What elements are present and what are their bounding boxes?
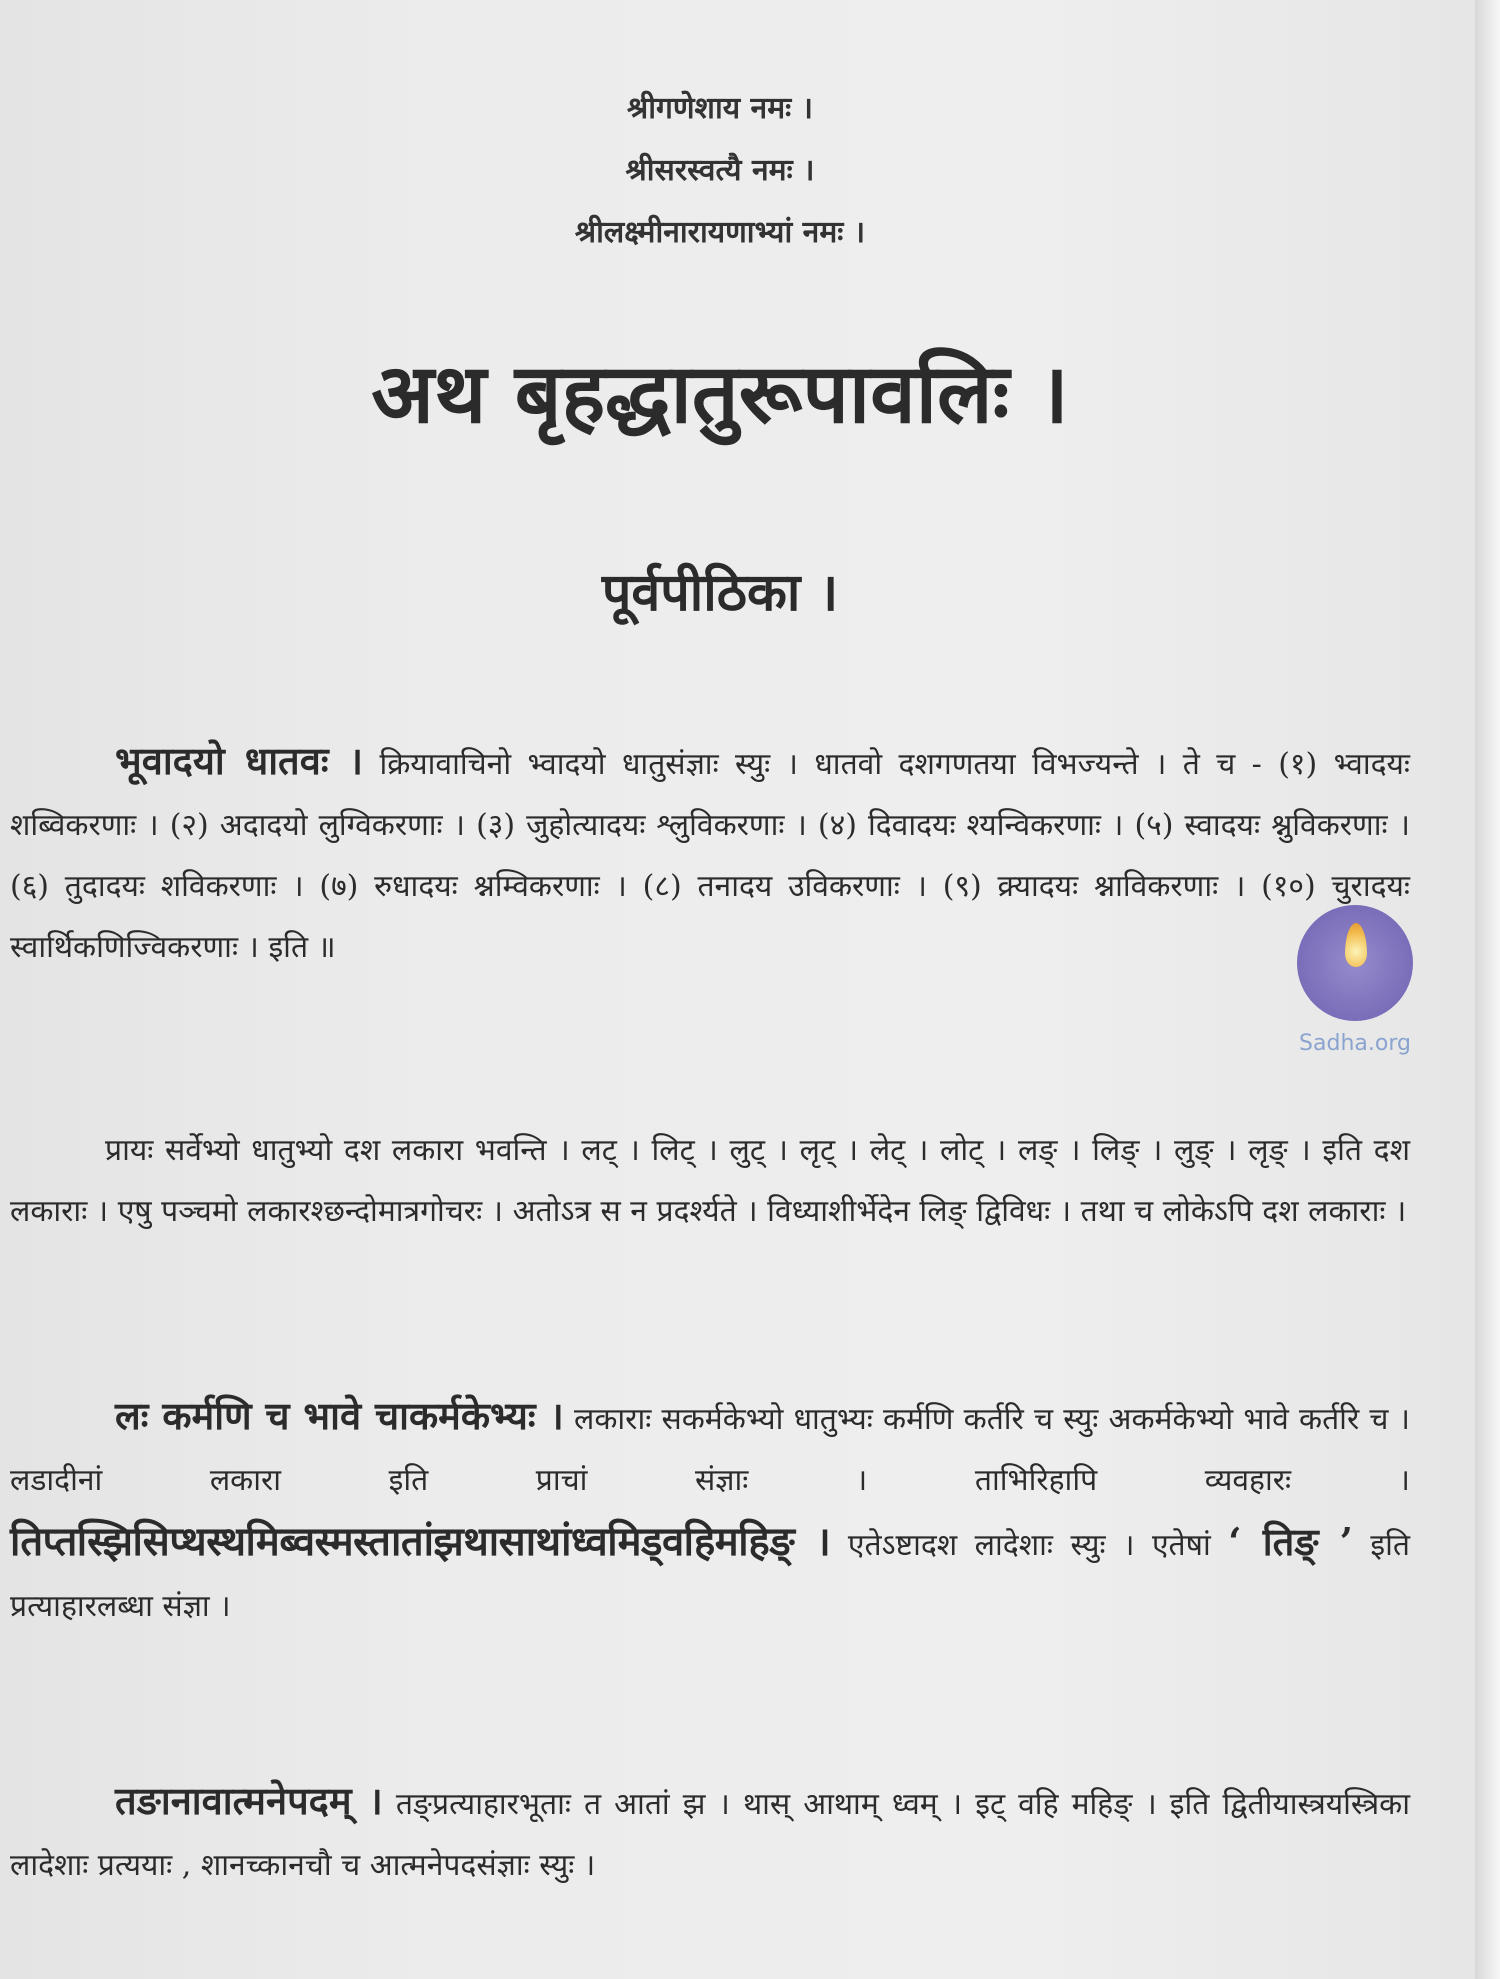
sutra-heading: तङानावात्मनेपदम् । — [115, 1778, 383, 1823]
paragraph-text: इति प्रत्याहारलब्धा संज्ञा । — [10, 1528, 1410, 1624]
sutra-heading: भूवादयो धातवः । — [115, 738, 364, 783]
paragraph-text: लकाराः सकर्मकेभ्यो धातुभ्यः कर्मणि कर्तरि च स्युः अकर्मकेभ्यो भावे कर्तरि च । लडादीनां लकारा इति प्राचां संज्ञाः । ताभिरिहापि व्यवहारः । — [10, 1402, 1410, 1498]
paragraph-text: एतेऽष्टादश लादेशाः स्युः । एतेषां — [847, 1528, 1211, 1563]
tin-term: ‘ तिङ् ’ — [1228, 1519, 1353, 1564]
paragraph-dhatu — [10, 730, 1410, 978]
paragraph-text: प्रायः सर्वेभ्यो धातुभ्यो दश लकारा भवन्ति । लट् । लिट् । लुट् । लृट् । लेट् । लोट् । लङ् । लिङ् । लुङ् । लृङ् । इति दश लकाराः । एषु पञ्चमो लकारश्छन्दोमात्रगोचरः । अतोऽत्र स न प्रदर्श्यते । विध्याशीर्भेदेन लिङ् द्विविधः । तथा च लोकेऽपि दश लकाराः । — [10, 1133, 1410, 1229]
paragraph-text: क्रियावाचिनो भ्वादयो धातुसंज्ञाः स्युः । धातवो दशगणतया विभज्यन्ते । ते च - (१) भ्वादयः शब्विकरणाः । (२) अदादयो लुग्विकरणाः । (३) जुहोत्यादयः श्लुविकरणाः । (४) दिवादयः श्यन्विकरणाः । (५) स्वादयः श्नुविकरणाः । (६) तुदादयः शविकरणाः । (७) रुधादयः श्नम्विकरणाः । (८) तनादय उविकरणाः । (९) क्र्यादयः श्नाविकरणाः । (१०) चुरादयः स्वार्थिकणिज्विकरणाः । इति ॥ — [10, 747, 1410, 965]
invocation-ganesha: श्रीगणेशाय नमः । — [626, 91, 814, 126]
section-subtitle: पूर्वपीठिका । — [601, 562, 839, 623]
watermark — [1290, 905, 1420, 1056]
paragraph-text: तङ्प्रत्याहारभूताः त आतां झ । थास् आथाम् ध्वम् । इट् वहि महिङ् । इति द्वितीयास्त्रयस्त्रिका लादेशाः प्रत्ययाः , शानच्कानचौ च आत्मनेपदसंज्ञाः स्युः । — [10, 1787, 1410, 1883]
paragraph-karmani — [10, 1385, 1410, 1637]
invocation-lakshminarayana: श्रीलक्ष्मीनारायणाभ्यां नमः । — [574, 215, 866, 250]
watermark-logo — [1297, 905, 1413, 1021]
page-edge — [1475, 0, 1500, 1979]
paragraph-atmanepada — [10, 1770, 1410, 1896]
sutra-heading: लः कर्मणि च भावे चाकर्मकेभ्यः । — [115, 1393, 564, 1438]
page-title: अथ बृहद्धातुरूपावलिः । — [371, 346, 1069, 442]
flame-icon — [1345, 923, 1367, 967]
watermark-text: Sadha.org — [1299, 1031, 1411, 1056]
paragraph-lakara — [10, 1120, 1410, 1242]
invocations — [0, 78, 1440, 264]
tin-sutra: तिप्तस्झिसिप्थस्थमिब्वस्मस्तातांझथासाथांध्वमिड्वहिमहिङ् । — [10, 1518, 831, 1565]
invocation-sarasvati: श्रीसरस्वत्यै नमः । — [625, 153, 815, 188]
